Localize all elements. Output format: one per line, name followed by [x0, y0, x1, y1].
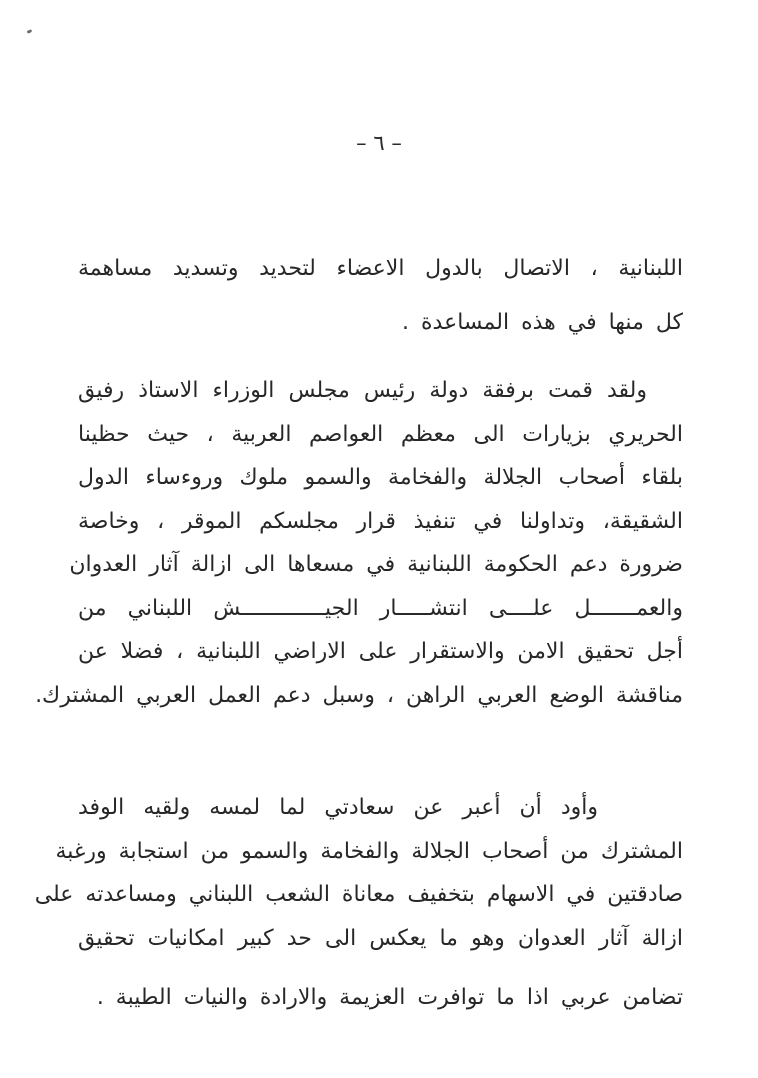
document-line: ولقد قمت برفقة دولة رئيس مجلس الوزراء الاستاذ رفيق [78, 378, 647, 403]
document-line: تضامن عربي اذا ما توافرت العزيمة والارادة والنيات الطيبة . [96, 985, 683, 1010]
document-line: بلقاء أصحاب الجلالة والفخامة والسمو ملوك وروءساء الدول [78, 465, 683, 490]
scan-noise-speck [27, 29, 33, 34]
document-line: الشقيقة، وتداولنا في تنفيذ قرار مجلسكم الموقر ، وخاصة [78, 508, 683, 534]
document-line: ازالة آثار العدوان وهو ما يعكس الى حد كبير امكانيات تحقيق [78, 925, 683, 951]
document-line: اللبنانية ، الاتصال بالدول الاعضاء لتحديد وتسديد مساهمة [78, 256, 683, 281]
page-number: – ٦ – [356, 131, 402, 155]
paragraph-1 [78, 242, 683, 350]
document-line: أجل تحقيق الامن والاستقرار على الاراضي اللبنانية ، فضلا عن [78, 639, 683, 664]
paragraph-2 [35, 369, 683, 717]
document-line: ضرورة دعم الحكومة اللبنانية في مسعاها الى ازالة آثار العدوان [69, 552, 683, 577]
document-line: وأود أن أعبر عن سعادتي لما لمسه ولقيه الوفد [78, 795, 598, 820]
document-line: الحريري بزيارات الى معظم العواصم العربية ، حيث حظينا [78, 421, 683, 447]
document-line: صادقتين في الاسهام بتخفيف معاناة الشعب اللبناني ومساعدته على [34, 882, 683, 907]
document-line: المشترك من أصحاب الجلالة والفخامة والسمو من استجابة ورغبة [55, 838, 683, 864]
document-line: والعمـــــــل علــــى انتشـــــار الجيـــــــــــــش اللبناني من [78, 595, 683, 621]
paragraph-3 [34, 786, 683, 1020]
document-line: مناقشة الوضع العربي الراهن ، وسبل دعم العمل العربي المشترك. [35, 682, 683, 708]
document-line: كل منها في هذه المساعدة . [402, 310, 683, 335]
